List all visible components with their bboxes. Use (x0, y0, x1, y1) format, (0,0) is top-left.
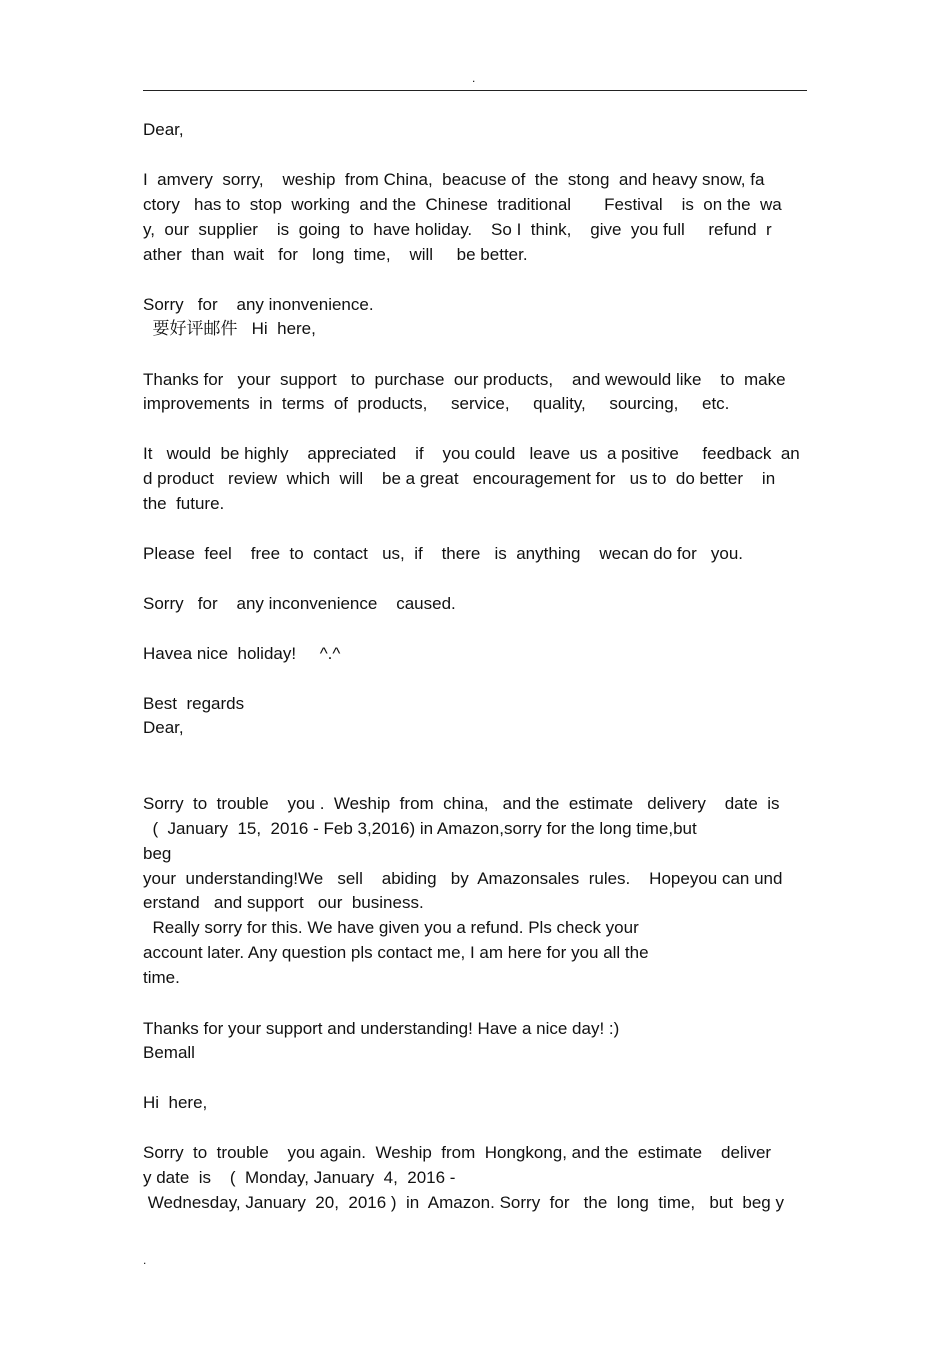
text-line: It would be highly appreciated if you could leave us a positive feedback an (143, 444, 800, 463)
page-header-mark: . (472, 71, 476, 85)
text-line: time. (143, 968, 180, 987)
text-line: ctory has to stop working and the Chinese traditional Festival is on the wa (143, 195, 782, 214)
text-line: Sorry for any inonvenience. (143, 295, 374, 314)
text-line: Havea nice holiday! ^.^ (143, 644, 341, 663)
text-line: Sorry to trouble you . Weship from china, and the estimate delivery date is (143, 794, 780, 813)
text-line: Please feel free to contact us, if there is anything wecan do for you. (143, 544, 744, 563)
text-line: ( January 15, 2016 - Feb 3,2016) in Amazon,sorry for the long time,but (143, 819, 697, 838)
text-line: Dear, (143, 120, 184, 139)
text-line: y, our supplier is going to have holiday. So I think, give you full refund r (143, 220, 772, 239)
text-line: your understanding!We sell abiding by Amazonsales rules. Hopeyou can und (143, 869, 783, 888)
text-line: Hi here, (143, 1093, 208, 1112)
text-line: Bemall (143, 1043, 195, 1062)
text-line: improvements in terms of products, service, quality, sourcing, etc. (143, 394, 730, 413)
text-line: the future. (143, 494, 225, 513)
text-line: Best regards (143, 694, 245, 713)
text-line: account later. Any question pls contact me, I am here for you all the (143, 943, 649, 962)
text-line: I amvery sorry, weship from China, beacuse of the stong and heavy snow, fa (143, 170, 765, 189)
page-footer-mark: . (143, 1253, 147, 1267)
header-rule (143, 90, 807, 91)
text-line: ather than wait for long time, will be better. (143, 245, 528, 264)
text-line: y date is ( Monday, January 4, 2016 - (143, 1168, 456, 1187)
text-line: Really sorry for this. We have given you a refund. Pls check your (143, 918, 639, 937)
text-line: Dear, (143, 718, 184, 737)
text-line: 要好评邮件 Hi here, (143, 319, 316, 338)
text-line: Wednesday, January 20, 2016 ) in Amazon. Sorry for the long time, but beg y (143, 1193, 784, 1212)
text-line: d product review which will be a great encouragement for us to do better in (143, 469, 776, 488)
text-line: Thanks for your support to purchase our products, and wewould like to make (143, 370, 786, 389)
text-line: erstand and support our business. (143, 893, 424, 912)
text-line: beg (143, 844, 172, 863)
text-line: Sorry for any inconvenience caused. (143, 594, 456, 613)
text-line: Sorry to trouble you again. Weship from Hongkong, and the estimate deliver (143, 1143, 772, 1162)
text-line: Thanks for your support and understanding! Have a nice day! :) (143, 1019, 620, 1038)
